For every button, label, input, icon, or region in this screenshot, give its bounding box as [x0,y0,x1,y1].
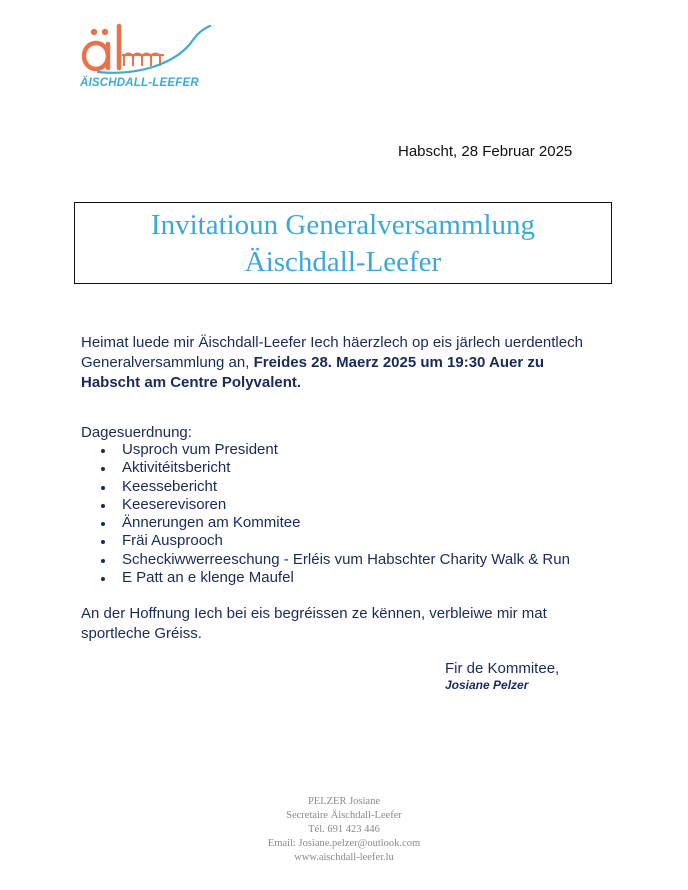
agenda-item [98,551,570,569]
logo-mark-icon [78,22,218,82]
bullet-icon [101,540,105,544]
agenda-item-text: Fräi Ausprooch [122,532,223,550]
agenda-item [98,532,570,550]
bullet-icon [101,486,105,490]
bullet-icon [101,449,105,453]
logo-text: ÄISCHDALL-LEEFER [80,77,199,89]
agenda-item-text: Keessebericht [122,477,218,495]
footer-email[interactable]: Email: Josiane.pelzer@outlook.com [267,838,421,849]
footer-website[interactable]: www.aischdall-leefer.lu [294,852,394,863]
title-line-2: Äischdall-Leefer [244,246,442,278]
bullet-icon [101,504,105,508]
footer-phone: Tél. 691 423 446 [308,824,380,835]
bullet-icon [101,522,105,526]
signature-name: Josiane Pelzer [445,678,529,692]
bullet-icon [101,559,105,563]
bullet-icon [101,577,105,581]
intro-paragraph [81,333,601,393]
agenda-item-text: Ännerungen am Kommitee [122,514,301,532]
agenda-item-text: Keeserevisoren [122,495,227,513]
agenda-item-text: E Patt an e klenge Maufel [122,569,294,587]
club-logo [78,22,218,96]
title-box [74,202,612,284]
agenda-item-text: Scheckiwwerreeschung - Erléis vum Habschter Charity Walk & Run [122,550,570,568]
agenda-item [98,459,570,477]
footer-name: PELZER Josiane [307,796,381,807]
agenda-label: Dagesuerdnung: [81,424,192,441]
agenda-list [98,441,570,587]
intro-text: Heimat luede mir Äischdall-Leefer Iech häerzlech op eis järlech uerdentlech Generalversammlung an, [81,334,583,371]
footer-contact [0,795,688,865]
intro-event-details: Freides 28. Maerz 2025 um 19:30 Auer zu Habscht am Centre Polyvalent. [81,354,545,391]
agenda-item [98,514,570,532]
closing-paragraph: An der Hoffnung Iech bei eis begréissen ze kënnen, verbleiwe mir mat sportleche Gréiss. [81,605,547,642]
title-line-1: Invitatioun Generalversammlung [150,209,536,241]
signature-label: Fir de Kommitee, [445,660,560,677]
agenda-item [98,478,570,496]
agenda-item [98,569,570,587]
bullet-icon [101,467,105,471]
agenda-item-text: Aktivitéitsbericht [122,459,231,477]
letter-date: Habscht, 28 Februar 2025 [398,143,573,160]
agenda-item [98,441,570,459]
agenda-item [98,496,570,514]
footer-role: Secretaire Äischdall-Leefer [286,810,402,821]
agenda-item-text: Usproch vum President [122,441,278,458]
